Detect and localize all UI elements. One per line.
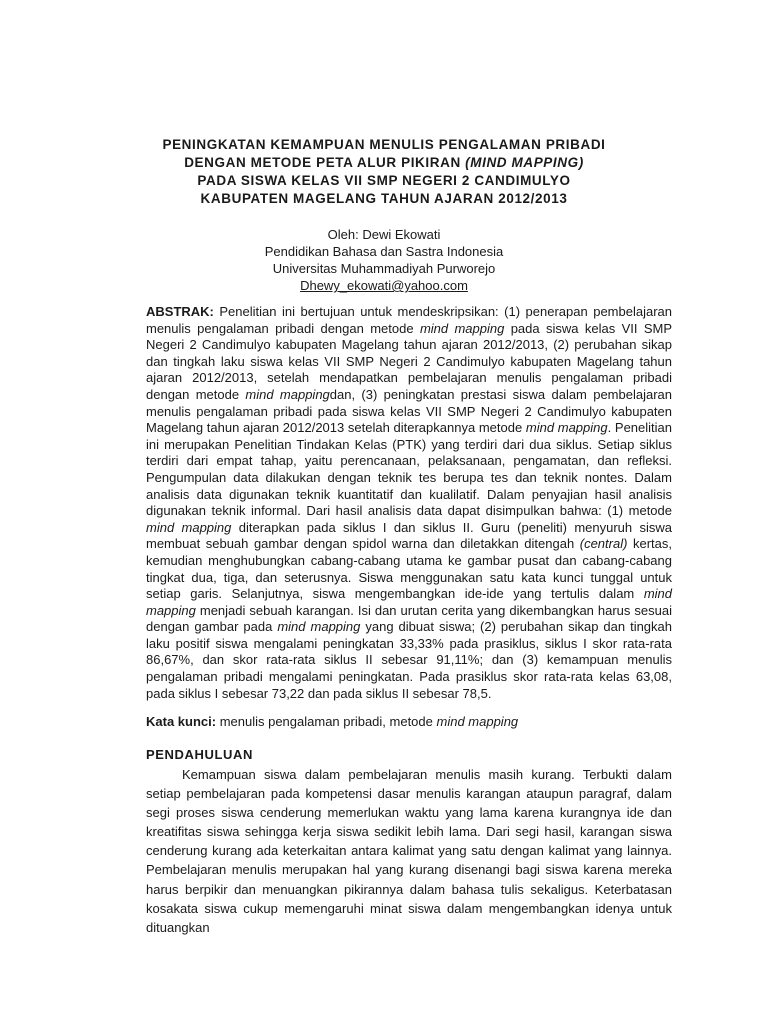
title-line-2-text: DENGAN METODE PETA ALUR PIKIRAN — [184, 155, 461, 170]
abstract-text: menjadi sebuah karangan. Isi dan urutan cerita yang dikembangkan harus sesuai dengan gambar pada — [146, 602, 672, 635]
title-line-2 — [110, 154, 658, 172]
abstract-label: ABSTRAK: — [146, 304, 214, 319]
abstract-text: dan, (3) peningkatan prestasi siswa dalam pembelajaran menulis pengalaman pribadi pada siswa kelas VII SMP Negeri 2 Candimulyo kabupaten Magelang tahun ajaran 2012/2013 setelah diterapkannya metode — [146, 386, 672, 436]
paper-title — [110, 136, 658, 208]
body-paragraph: Kemampuan siswa dalam pembelajaran menulis masih kurang. Terbukti dalam setiap pembelajaran pada kompetensi dasar menulis karangan ataupun paragraf, dalam segi proses siswa cenderung memerlukan waktu yang lama karena kurangnya ide dan kreatifitas siswa sehingga kerja siswa sedikit lebih lama. Dari segi hasil, karangan siswa cenderung kurang ada keterkaitan antara kalimat yang satu dengan kalimat yang lainnya. Pembelajaran menulis merupakan hal yang kurang disenangi bagi siswa karena mereka harus berpikir dan menuangkan pikirannya dalam bahasa tulis sekaligus. Keterbatasan kosakata siswa cukup memengaruhi minat siswa dalam mengembangkan idenya untuk dituangkan — [146, 767, 672, 935]
title-line-1: PENINGKATAN KEMAMPUAN MENULIS PENGALAMAN PRIBADI — [162, 137, 606, 152]
abstract — [146, 304, 672, 702]
title-line-2-italic: (MIND MAPPING) — [465, 155, 584, 170]
abstract-term: mind mapping — [277, 619, 361, 635]
abstract-text: kertas, kemudian menghubungkan cabang-cabang utama ke gambar pusat dan cabang-cabang tingkat dua, tiga, dan seterusnya. Siswa menggunakan satu kata kunci tunggal untuk setiap garis. Selanjutnya, siswa mengembangkan ide-ide yang tertulis dalam — [146, 536, 673, 602]
abstract-term: mind mapping — [146, 519, 232, 535]
abstract-term: mind mapping — [146, 586, 672, 618]
author-department: Pendidikan Bahasa dan Sastra Indonesia — [264, 244, 504, 259]
author-block — [140, 226, 628, 294]
abstract-text: . Penelitian ini merupakan Penelitian Tindakan Kelas (PTK) yang terdiri dari dua siklus. Setiap siklus terdiri dari empat tahap, yaitu perencanaan, pelaksanaan, pengamatan, dan refleksi. Pengumpulan data dilakukan dengan teknik tes berupa tes dan teknik nontes. Dalam analisis data digunakan teknik kuantitatif dan kualilatif. Dalam penyajian hasil analisis digunakan teknik informal. Dari hasil analisis data dapat disimpulkan bahwa: (1) metode — [146, 420, 672, 519]
author-name: Oleh: Dewi Ekowati — [327, 227, 441, 242]
title-line-4: KABUPATEN MAGELANG TAHUN AJARAN 2012/2013 — [200, 191, 568, 206]
abstract-term: (central) — [579, 536, 628, 552]
abstract-text: yang dibuat siswa; (2) perubahan sikap dan tingkah laku positif siswa mengalami peningkatan 33,33% pada prasiklus, siklus I skor rata-rata 86,67%, dan skor rata-rata siklus II sebesar 91,11%; dan (3) kemampuan menulis pengalaman pribadi mengalami peningkatan. Pada prasiklus skor rata-rata kelas 63,08, pada siklus I sebesar 73,22 dan pada siklus II sebesar 78,5. — [146, 619, 673, 701]
abstract-term: mind mapping — [419, 320, 505, 336]
abstract-term: mind mapping — [245, 386, 330, 402]
abstract-term: mind mapping — [525, 420, 608, 436]
abstract-text: Penelitian ini bertujuan untuk mendeskripsikan: (1) penerapan pembelajaran menulis pengalaman pribadi dengan metode — [146, 304, 672, 336]
keywords-text: menulis pengalaman pribadi, metode — [216, 714, 437, 729]
abstract-text: diterapkan pada siklus I dan siklus II. Guru (peneliti) menyuruh siswa membuat sebuah gambar dengan spidol warna dan diletakkan ditengah — [146, 519, 672, 552]
author-email-link[interactable]: Dhewy_ekowati@yahoo.com — [300, 278, 468, 293]
title-line-3: PADA SISWA KELAS VII SMP NEGERI 2 CANDIMULYO — [197, 173, 571, 188]
keywords-label: Kata kunci: — [146, 714, 217, 729]
section-heading: PENDAHULUAN — [146, 747, 253, 762]
keywords-term: mind mapping — [436, 714, 519, 729]
keywords — [146, 713, 672, 730]
author-university: Universitas Muhammadiyah Purworejo — [272, 261, 496, 276]
abstract-text: pada siswa kelas VII SMP Negeri 2 Candimulyo kabupaten Magelang tahun ajaran 2012/2013, (2) perubahan sikap dan tingkah laku siswa kelas VII SMP Negeri 2 Candimulyo kabupaten Magelang tahun ajaran 2012/2013, setelah mendapatkan pembelajaran menulis pengalaman pribadi dengan metode — [146, 320, 672, 402]
